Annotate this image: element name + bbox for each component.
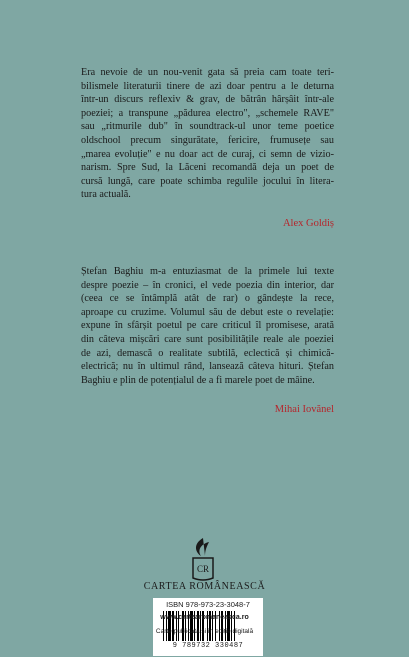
blurb-line: tura actuală. (81, 189, 131, 201)
edition-note: Carte publicată și în ediție digitală (155, 628, 254, 635)
publisher-name: CARTEA ROMÂNEASCĂ (143, 581, 266, 592)
blurb-iovanel (81, 265, 334, 387)
blurb-line: Ștefan Baghiu m-a entuziasmat de la primele lui texte (81, 266, 334, 277)
barcode-box (153, 598, 263, 656)
blurb-line: într-un discurs reflexiv & grav, de bătrân hârșâit într-ale (81, 94, 334, 106)
barcode-number: 9 789732 330487 (172, 642, 244, 650)
blurb-line: expune în sfârșit poetul pe care criticul îl promisese, arată (81, 320, 334, 332)
svg-text:CR: CR (196, 564, 210, 574)
blurb-line: Baghiu e plin de potențialul de a fi marele poet de mâine. (81, 374, 315, 386)
blurb-goldis (81, 66, 334, 202)
blurb-line: sau „ritmurile dub" în soundtrack-ul unor teme poetice (81, 121, 334, 133)
publisher-logo-icon (181, 536, 225, 582)
blurb-line: bilismele literaturii tinere de azi doar pentru a le deturna (81, 80, 334, 92)
blurb-line: Era nevoie de un nou-venit gata să preia cam toate teri- (81, 67, 334, 78)
blurb-line: electrică; nu în ultimul rând, lansează câteva hituri. Ștefan (81, 361, 334, 373)
blurb-line: oldschool precum singurătate, fericire, frumusețe sau (81, 134, 334, 146)
blurb-line: cursă lungă, care poate schimba regulile jocului în litera- (81, 175, 334, 187)
blurb-line: (ceea ce se întâmplă atât de rar) o gândește la rece, (81, 293, 334, 305)
author-goldis: Alex Goldiș (282, 218, 334, 229)
author-iovanel: Mihai Iovănel (274, 404, 334, 415)
blurb-line: narism. Spre Sud, la Lăceni recomandă deja un poet de (81, 162, 334, 174)
blurb-line: din câteva mișcări care sunt posibilitățile reale ale poeziei (81, 333, 334, 345)
blurb-line: de azi, demască o realitate subtilă, eclectică și chimică- (81, 347, 334, 359)
blurb-line: poeziei; a transpune „pădurea electro", „schemele RAVE" (81, 107, 334, 119)
blurb-line: „marea evoluție" e nu doar act de curaj, ci semn de vizio- (81, 148, 334, 160)
publisher-website[interactable]: www.cartearomaneasca.ro (160, 614, 249, 621)
blurb-line: aproape cu cruzime. Volumul său de debut este o revelație: (81, 306, 334, 318)
blurb-line: despre poezie – în cronici, el vede poezia din interior, dar (81, 279, 334, 291)
isbn-number: ISBN 978-973-23-3048-7 (166, 600, 250, 609)
